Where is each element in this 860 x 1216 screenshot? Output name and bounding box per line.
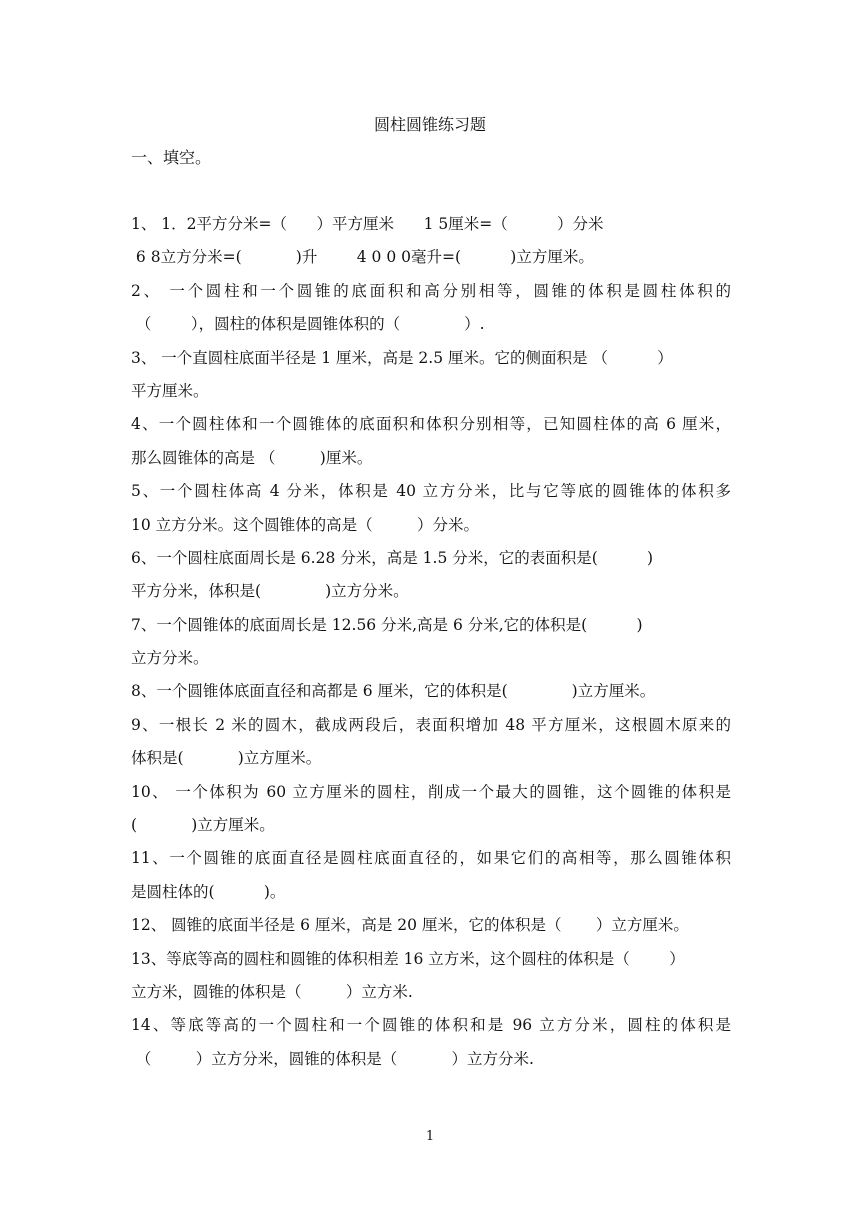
text-line: 9、一根长 2 米的圆木，截成两段后，表面积增加 48 平方厘米，这根圆木原来的 (131, 715, 731, 734)
text-line: 平方分米，体积是( )立方分米。 (131, 582, 409, 601)
text-line: 体积是( )立方厘米。 (131, 749, 322, 768)
text-line: 3、 一个直圆柱底面半径是 1 厘米，高是 2.5 厘米。它的侧面积是 （ ） (131, 348, 673, 367)
page-number: 1 (425, 1129, 435, 1144)
text-line: 13、等底等高的圆柱和圆锥的体积相差 16 立方米，这个圆柱的体积是（ ） (131, 949, 685, 968)
text-line: 立方米，圆锥的体积是（ ）立方米. (131, 982, 413, 1001)
question-list (131, 208, 731, 1076)
text-line: 10 立方分米。这个圆锥体的高是（ ）分米。 (131, 515, 479, 534)
text-line: ( )立方厘米。 (131, 816, 275, 835)
section-heading: 一、填空。 (131, 148, 212, 167)
text-line: 11、一个圆锥的底面直径是圆柱底面直径的，如果它们的高相等，那么圆锥体积 (131, 849, 731, 868)
text-line: 1、 1．2平方分米=（ ）平方厘米 1 5厘米=（ ）分米 (131, 215, 604, 233)
text-line: （ ），圆柱的体积是圆锥体积的（ ）. (131, 315, 485, 334)
page-title: 圆柱圆锥练习题 (373, 115, 486, 134)
text-line: 14、等底等高的一个圆柱和一个圆锥的体积和是 96 立方分米，圆柱的体积是 (131, 1016, 731, 1035)
text-line: （ ）立方分米，圆锥的体积是（ ）立方分米. (131, 1049, 534, 1068)
text-line: 那么圆锥体的高是 （ )厘米。 (131, 448, 373, 467)
text-line: 2、 一个圆柱和一个圆锥的底面积和高分别相等，圆锥的体积是圆柱体积的 (131, 281, 731, 300)
text-line: 立方分米。 (131, 649, 209, 668)
text-line: 平方厘米。 (131, 381, 209, 400)
text-line: 6、一个圆柱底面周长是 6.28 分米，高是 1.5 分米，它的表面积是( ) (131, 548, 654, 567)
text-line: 12、 圆锥的底面半径是 6 厘米，高是 20 厘米，它的体积是（ ）立方厘米。 (131, 916, 689, 935)
text-line: 8、一个圆锥体底面直径和高都是 6 厘米，它的体积是( )立方厘米。 (131, 682, 656, 701)
text-line: 4、一个圆柱体和一个圆锥体的底面积和体积分别相等，已知圆柱体的高 6 厘米， (131, 415, 731, 434)
text-line: 7、一个圆锥体的底面周长是 12.56 分米,高是 6 分米,它的体积是( ) (131, 615, 643, 634)
text-line: 6 8立方分米=( )升 4 0 0 0毫升=( )立方厘米。 (131, 248, 594, 267)
text-line: 5、一个圆柱体高 4 分米，体积是 40 立方分米，比与它等底的圆锥体的体积多 (131, 482, 731, 501)
text-line: 是圆柱体的( )。 (131, 882, 286, 901)
text-line: 10、 一个体积为 60 立方厘米的圆柱，削成一个最大的圆锥，这个圆锥的体积是 (131, 782, 731, 801)
